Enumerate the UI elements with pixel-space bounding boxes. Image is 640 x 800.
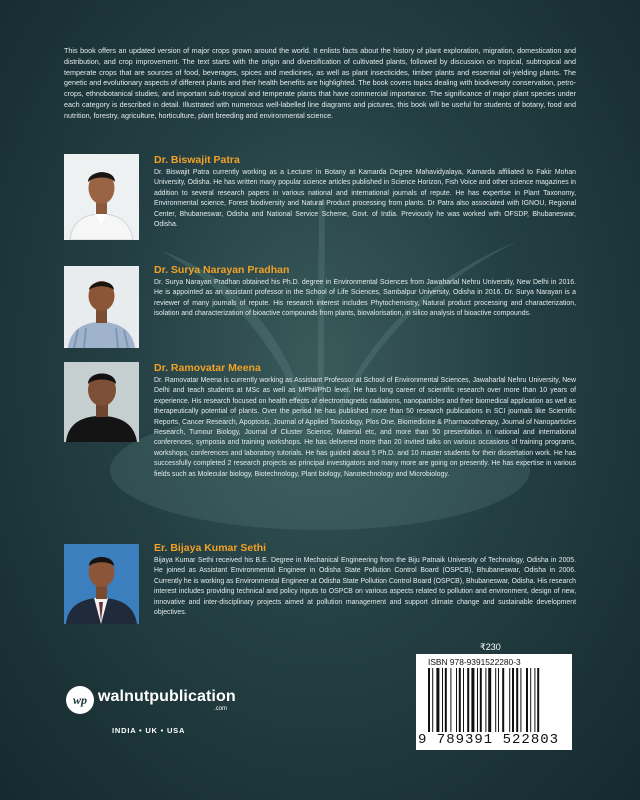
author-name: Dr. Ramovatar Meena <box>154 362 261 374</box>
barcode-digits: 9 789391 522803 <box>418 732 560 748</box>
author-text <box>154 154 576 230</box>
author-bio: Dr. Biswajit Patra currently working as a Lecturer in Botany at Kamarda Degree Mahavidyalaya, Kamarda affiliated to Fakir Mohan University, Odisha. He has written many popular science articles published in Science Horizon, Fish Voice and other science magazines in addition to several research papers in various national and international journals of repute. He has expertise in Plant Taxonomy, Environmental science, Forest biodiversity and Natural Product processing from plants. Dr Patra also associated with IGNOU, Regional Center, Bhubaneswar, Odisha and National Service Scheme, Govt. of India. Previously he was worked with OFSDP, Bhubaneswar, Odisha. <box>154 169 576 229</box>
publisher-emblem-letters: wp <box>72 692 87 707</box>
author-text <box>154 264 576 320</box>
publisher-logo <box>64 684 264 744</box>
book-description: This book offers an updated version of major crops grown around the world. It enlists facts about the history of plant exploration, migration, domestication and distribution, and crop improvement. The text starts with the origin and diversification of cultivated plants, followed by discussion on tropical, subtropical and temperate crops that are sources of food, beverages, spices and medicines, as well as plant insecticides, timber plants and essential oil-yielding plants. The genetic and evolutionary aspects of different plants and their health benefits are highlighted. The book covers topics dealing with biodiversity conservation, petro-crops, ethnobotanical studies, and important sub-tropical and temperate plants that have commercial importance. The significance of major plant species under each category is described in detail. Illustrated with numerous well-labelled line diagrams and pictures, this book will be useful for students of botany, food and nutrition, forestry, agriculture, horticulture, plant breeding and environmental science. <box>64 46 576 120</box>
author-photo <box>64 544 139 624</box>
author-name: Er. Bijaya Kumar Sethi <box>154 542 267 554</box>
author-bio: Dr. Surya Narayan Pradhan obtained his Ph.D. degree in Environmental Sciences from Jawaharlal Nehru University, New Delhi in 2016. He is appointed as an assistant professor in the School of Life Sciences, Sambalpur University, Odisha in 2016. Dr. Surya Narayan is a reviewer of many journals of repute. His research interest includes Phytochemistry, Natural product processing and characterization, isolation and characterization of bioactive compounds from plants, biovalorisation, in silico analysis of bioactive compounds. <box>154 279 576 318</box>
barcode-bars <box>428 668 568 732</box>
isbn-barcode <box>416 654 572 750</box>
publisher-locations: INDIA • UK • USA <box>112 726 186 735</box>
author-entry <box>64 154 576 254</box>
publisher-emblem-icon <box>66 686 94 714</box>
author-photo <box>64 154 139 240</box>
price-label: ₹230 <box>480 642 501 652</box>
publisher-domain: .com <box>214 706 228 712</box>
author-text <box>154 362 576 480</box>
author-text <box>154 542 576 618</box>
author-bio: Bijaya Kumar Sethi received his B.E. Degree in Mechanical Engineering from the Biju Patnaik University of Technology, Odisha in 2005. He joined as Assistant Environmental Engineer in Odisha State Pollution Control Board (OSPCB), Bhubaneswar, Odisha in 2006. Currently he is working as Environmental Engineer at Odisha State Pollution Control Board (OSPCB), Bhubaneswar, Odisha. His research interest includes providing technical and policy inputs to OSPCB on various aspects related to pollution and environment, design of new, innovative and inter-disciplinary projects aimed at pollution management and support climate change and sustainable development objectives. <box>154 557 576 617</box>
author-entry <box>64 362 576 532</box>
author-photo <box>64 266 139 348</box>
author-entry <box>64 542 576 632</box>
author-name: Dr. Biswajit Patra <box>154 154 240 166</box>
author-name: Dr. Surya Narayan Pradhan <box>154 264 290 276</box>
isbn-number: ISBN 978-9391522280-3 <box>428 657 521 667</box>
author-entry <box>64 264 576 354</box>
author-bio: Dr. Ramovatar Meena is currently working as Assistant Professor at School of Environmental Sciences, Jawaharlal Nehru University, New Delhi and teach students at MSc as well as MPhil/PhD level. He has long career of scientific research over more than 10 years of experience. His research focused on health effects of electromagnetic radiations, nanoparticles and their biomedical application as well as therapeutically potential of plants. Over the period he has published more than 50 research publications in SCI journals like Scientific Reports, Cancer Research, Apoptosis, Journal of Applied Toxicology, Plos One, Biomedicine & Pharmacotherapy, Journal of Nanoparticles Research, Tumour Biology, Journal of Cluster Science, Material etc, and more than 50 presentation in national and international conferences, symposia and training workshops. He has delivered more than 20 invited talks on various occasions of training programs, workshops, conferences and laboratory tutorials. He has guided about 5 Ph.D. and 10 master students for their dissertation work. He has successfully completed 2 research projects as principal investigators and many more are going on presently. He has expertise in various fields such as Molecular biology, Biotechnology, Plant biology, Nanotechnology and Microbiology. <box>154 377 576 478</box>
publisher-name: walnutpublication <box>98 688 236 705</box>
author-photo <box>64 362 139 442</box>
